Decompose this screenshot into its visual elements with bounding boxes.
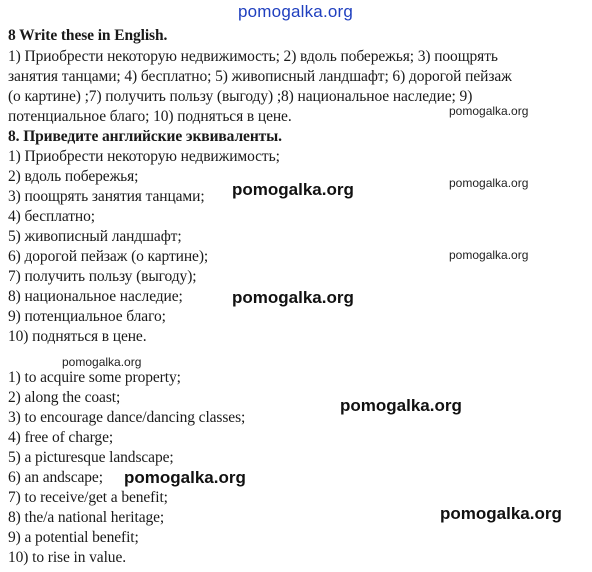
section3-item: 7) to receive/get a benefit; xyxy=(8,489,168,506)
section3-item: 2) along the coast; xyxy=(8,389,121,406)
watermark: pomogalka.org xyxy=(232,180,354,199)
watermark: pomogalka.org xyxy=(449,176,529,190)
section1-heading: 8 Write these in English. xyxy=(8,27,168,44)
section3-item: 3) to encourage dance/dancing classes; xyxy=(8,409,246,426)
section1-line: (о картине) ;7) получить пользу (выгоду) ;8) национальное наследие; 9) xyxy=(8,88,473,105)
section2-item: 4) бесплатно; xyxy=(8,208,95,225)
section2-item: 7) получить пользу (выгоду); xyxy=(8,268,197,285)
section3-item: 5) a picturesque landscape; xyxy=(8,449,174,466)
section2-item: 8) национальное наследие; xyxy=(8,288,183,305)
section2-item: 5) живописный ландшафт; xyxy=(8,228,182,245)
watermark: pomogalka.org xyxy=(449,104,529,118)
section1-line: 1) Приобрести некоторую недвижимость; 2) вдоль побережья; 3) поощрять xyxy=(8,48,498,65)
section2-item: 1) Приобрести некоторую недвижимость; xyxy=(8,148,280,165)
watermark-top: pomogalka.org xyxy=(238,2,354,21)
watermark: pomogalka.org xyxy=(232,288,354,307)
section3-item: 8) the/a national heritage; xyxy=(8,509,165,526)
section2-item: 2) вдоль побережья; xyxy=(8,168,139,185)
section1-line: потенциальное благо; 10) подняться в цене. xyxy=(8,108,292,125)
watermark: pomogalka.org xyxy=(62,355,142,369)
section3-item: 6) an andscape; xyxy=(8,469,103,486)
section2-item: 10) подняться в цене. xyxy=(8,328,147,345)
section1-line: занятия танцами; 4) бесплатно; 5) живописный ландшафт; 6) дорогой пейзаж xyxy=(8,68,512,85)
watermark: pomogalka.org xyxy=(124,468,246,487)
section3-item: 1) to acquire some property; xyxy=(8,369,181,386)
section2-heading: 8. Приведите английские эквиваленты. xyxy=(8,128,282,145)
section3-item: 10) to rise in value. xyxy=(8,549,126,566)
watermark: pomogalka.org xyxy=(340,396,462,415)
section3-item: 9) a potential benefit; xyxy=(8,529,139,546)
watermark: pomogalka.org xyxy=(449,248,529,262)
section2-item: 6) дорогой пейзаж (о картине); xyxy=(8,248,209,265)
section2-item: 9) потенциальное благо; xyxy=(8,308,166,325)
section2-item: 3) поощрять занятия танцами; xyxy=(8,188,205,205)
watermark: pomogalka.org xyxy=(440,504,562,523)
section3-item: 4) free of charge; xyxy=(8,429,114,446)
